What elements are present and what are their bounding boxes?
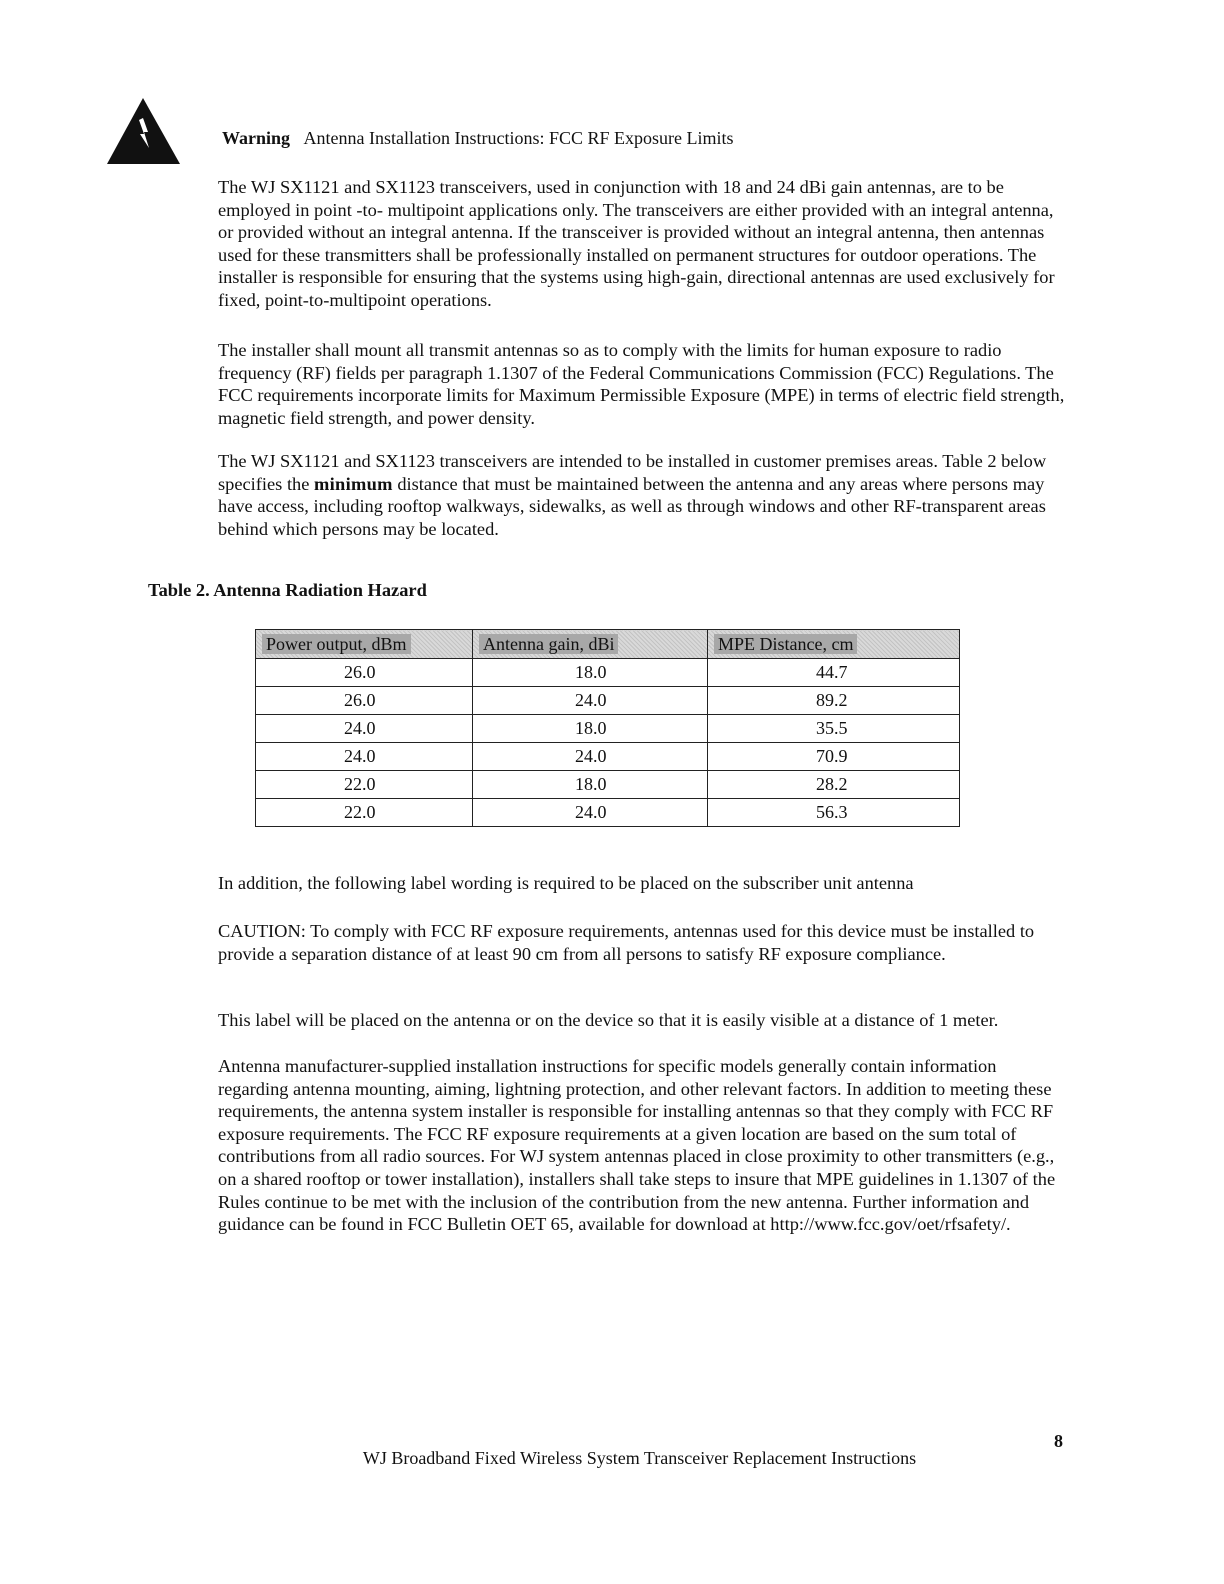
paragraph-premises xyxy=(218,450,1068,540)
table-row xyxy=(256,743,960,771)
page-footer: WJ Broadband Fixed Wireless System Transceiver Replacement Instructions xyxy=(362,1448,917,1468)
warning-triangle-icon xyxy=(107,98,181,164)
table-row xyxy=(256,715,960,743)
cell-mpe: 28.2 xyxy=(708,771,960,799)
paragraph-caution: CAUTION: To comply with FCC RF exposure requirements, antennas used for this device must be installed to provide a separation distance of at least 90 cm from all persons to satisfy RF exposure compliance. xyxy=(218,921,1035,964)
table-title: Table 2. Antenna Radiation Hazard xyxy=(148,580,427,600)
cell-power: 24.0 xyxy=(256,743,473,771)
header-gain: Antenna gain, dBi xyxy=(473,630,708,659)
premises-text-a: The WJ SX1121 and SX1123 transceivers are intended to be installed in customer premises areas. Table 2 below specifies the xyxy=(218,451,1047,494)
paragraph-label-visibility: This label will be placed on the antenna or on the device so that it is easily visible at a distance of 1 meter. xyxy=(218,1010,999,1030)
warning-title: Antenna Installation Instructions: FCC RF Exposure Limits xyxy=(303,128,734,148)
table-row xyxy=(256,659,960,687)
table-row xyxy=(256,687,960,715)
cell-mpe: 70.9 xyxy=(708,743,960,771)
premises-bold: minimum xyxy=(314,473,393,494)
cell-mpe: 44.7 xyxy=(708,659,960,687)
cell-gain: 24.0 xyxy=(473,687,708,715)
cell-gain: 18.0 xyxy=(473,659,708,687)
cell-gain: 18.0 xyxy=(473,771,708,799)
cell-gain: 24.0 xyxy=(473,743,708,771)
cell-mpe: 89.2 xyxy=(708,687,960,715)
cell-gain: 18.0 xyxy=(473,715,708,743)
cell-power: 26.0 xyxy=(256,659,473,687)
cell-power: 26.0 xyxy=(256,687,473,715)
paragraph-manufacturer: Antenna manufacturer-supplied installation instructions for specific models generally contain information regarding antenna mounting, aiming, lightning protection, and other relevant factors. In addition to meeting these requirements, the antenna system installer is responsible for installing antennas so that they comply with FCC RF exposure requirements. The FCC RF exposure requirements at a given location are based on the sum total of contributions from all radio sources. For WJ system antennas placed in close proximity to other transmitters (e.g., on a shared rooftop or tower installation), installers shall take steps to insure that MPE guidelines in 1.1307 of the Rules continue to be met with the inclusion of the contribution from the new antenna. Further information and guidance can be found in FCC Bulletin OET 65, available for download at http://www.fcc.gov/oet/rfsafety/. xyxy=(218,1056,1056,1235)
premises-text-b: distance that must be maintained between the antenna and any areas where persons may have access, including rooftop walkways, sidewalks, as well as through windows and other RF-transparent areas behind which persons may be located. xyxy=(218,473,1046,539)
cell-power: 22.0 xyxy=(256,799,473,827)
warning-lead: Warning xyxy=(222,128,291,148)
paragraph-installer: The installer shall mount all transmit antennas so as to comply with the limits for human exposure to radio frequency (RF) fields per paragraph 1.1307 of the Federal Communications Commission (FCC) Regulations. The FCC requirements incorporate limits for Maximum Permissible Exposure (MPE) in terms of electric field strength, magnetic field strength, and power density. xyxy=(218,340,1065,428)
cell-power: 24.0 xyxy=(256,715,473,743)
table-row xyxy=(256,771,960,799)
cell-power: 22.0 xyxy=(256,771,473,799)
paragraph-label-intro: In addition, the following label wording is required to be placed on the subscriber unit antenna xyxy=(218,873,914,893)
cell-mpe: 56.3 xyxy=(708,799,960,827)
warning-heading xyxy=(222,128,734,149)
table-header-row xyxy=(256,630,960,659)
table-row xyxy=(256,799,960,827)
header-power: Power output, dBm xyxy=(256,630,473,659)
cell-mpe: 35.5 xyxy=(708,715,960,743)
page-number: 8 xyxy=(1054,1431,1063,1451)
header-mpe: MPE Distance, cm xyxy=(708,630,960,659)
cell-gain: 24.0 xyxy=(473,799,708,827)
radiation-hazard-table xyxy=(255,629,960,827)
paragraph-intro: The WJ SX1121 and SX1123 transceivers, used in conjunction with 18 and 24 dBi gain antennas, are to be employed in point -to- multipoint applications only. The transceivers are either provided with an integral antenna, or provided without an integral antenna. If the transceiver is provided without an integral antenna, then antennas used for these transmitters shall be professionally installed on permanent structures for outdoor operations. The installer is responsible for ensuring that the systems using high-gain, directional antennas are used exclusively for fixed, point-to-multipoint operations. xyxy=(218,177,1055,310)
